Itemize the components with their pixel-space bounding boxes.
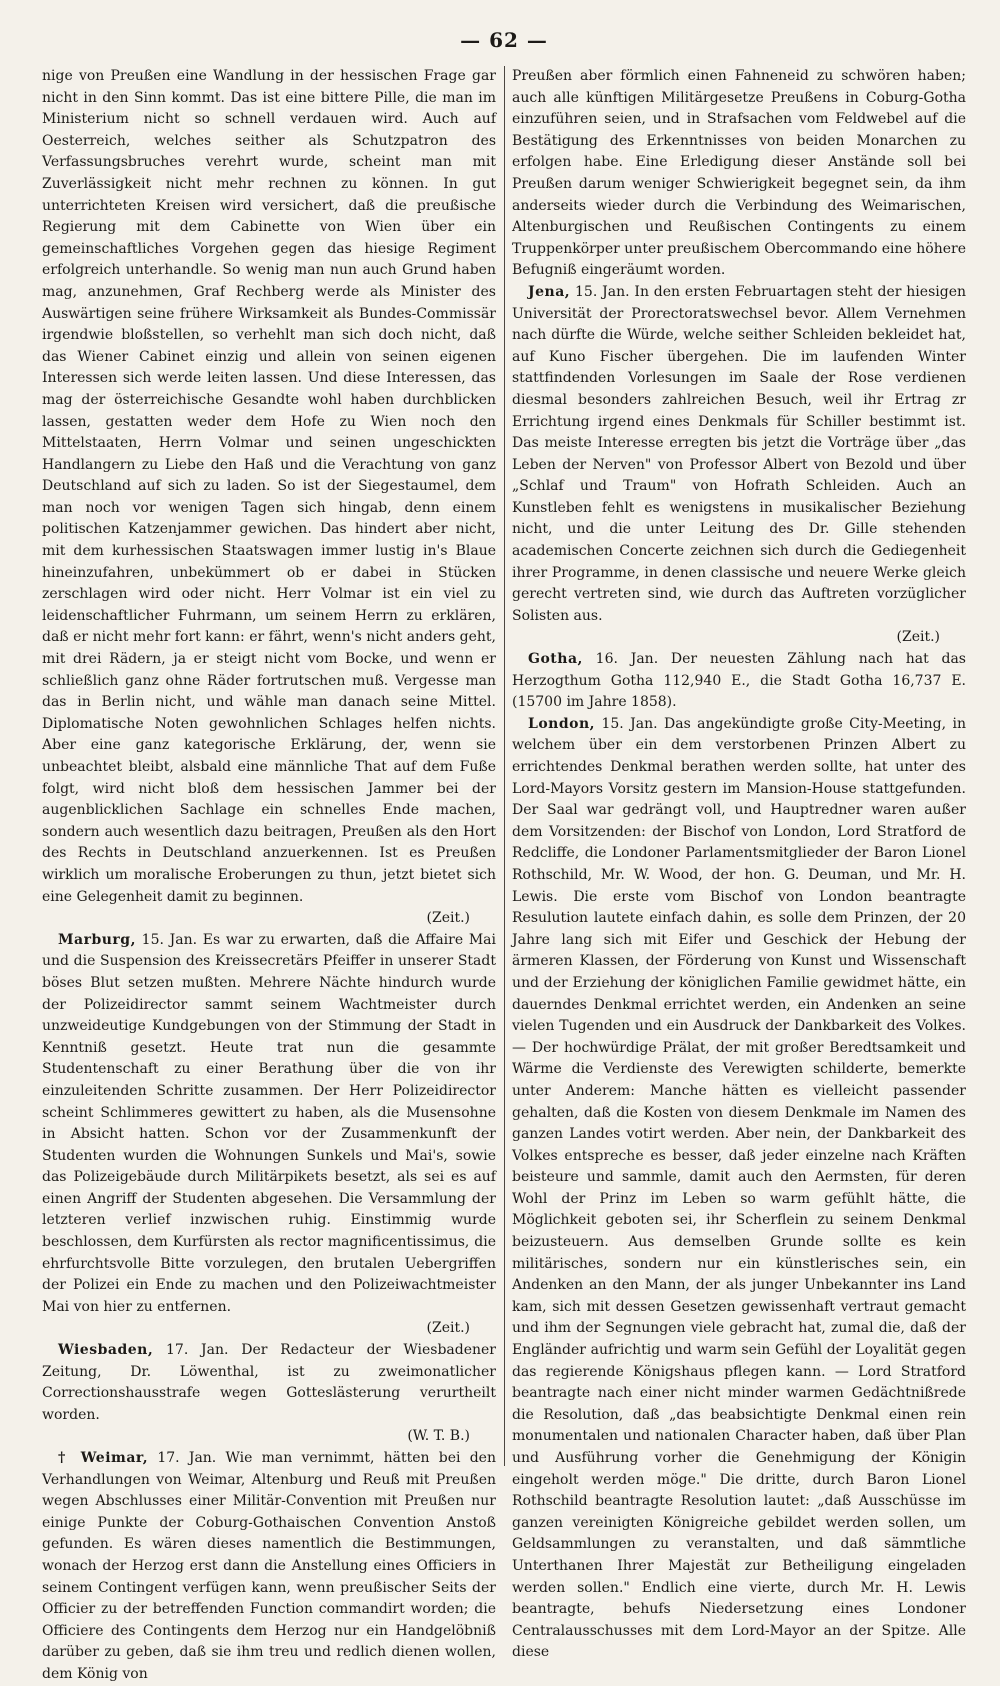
article-text: 17. Jan. Der Redacteur der Wiesbadener Zeitung, Dr. Löwenthal, ist zu zweimonatlicher Correctionshausstrafe wegen Gotteslästerung verurtheilt worden. <box>42 1342 496 1423</box>
article-wiesbaden <box>42 1340 496 1426</box>
right-column <box>512 66 966 1686</box>
article-continuation: nige von Preußen eine Wandlung in der hessischen Frage gar nicht in den Sinn kommt. Das ist eine bittere Pille, die man im Ministerium nicht so schnell verdauen wird. Auch auf Oesterreich, welches seither als Schutzpatron des Verfassungsbruches verehrt wurde, scheint man mit Zuverlässigkeit nicht mehr rechnen zu können. In gut unterrichteten Kreisen wird versichert, daß die preußische Regierung mit dem Cabinette von Wien über ein gemeinschaftliches Vorgehen gegen das hiesige Regiment erfolgreich unterhandle. So wenig man nun auch Grund haben mag, anzunehmen, Graf Rechberg werde als Minister des Auswärtigen seine frühere Wirksamkeit als Bundes-Commissär irgendwie bloßstellen, so verhehlt man sich doch nicht, daß das Wiener Cabinet einzig und allein von seinen eigenen Interessen sich werde leiten lassen. Und diese Interessen, das mag der österreichische Gesandte wohl haben durchblicken lassen, gestatten weder dem Hofe zu Wien noch den Mittelstaaten, Herrn Volmar und seinen ungeschickten Handlangern zu Liebe den Haß und die Verachtung von ganz Deutschland auf sich zu laden. So ist der Siegestaumel, dem man noch vor wenigen Tagen sich hingab, denn einem politischen Katzenjammer gewichen. Das hindert aber nicht, mit dem kurhessischen Staatswagen immer lustig in's Blaue hineinzufahren, unbekümmert ob er dabei in Stücken zerschlagen wird oder nicht. Herr Volmar ist ein viel zu leidenschaftlicher Fuhrmann, um seinem Herrn zu erklären, daß er nicht mehr fort kann: er fährt, wenn's nicht anders geht, mit drei Rädern, ja er steigt nicht vom Bocke, und wenn er schließlich ganz ohne Räder fortrutschen muß. Vergesse man das in Berlin nicht, und wähle man danach seine Mittel. Diplomatische Noten gewohnlichen Schlages helfen nichts. Aber eine ganz kategorische Erklärung, der, wenn sie unbeachtet bleibt, alsbald eine männliche That auf dem Fuße folgt, wird nicht bloß dem hessischen Jammer bei der augenblicklichen Sachlage ein schnelles Ende machen, sondern auch wesentlich dazu beitragen, Preußen als den Hort des Rechts in Deutschland anzuerkennen. Ist es Preußen wirklich um moralische Eroberungen zu thun, jetzt bietet sich eine Gelegenheit damit zu beginnen. <box>42 68 496 905</box>
dateline-place: Wiesbaden, <box>58 1342 154 1359</box>
columns <box>42 66 966 1686</box>
dateline-place: Gotha, <box>528 651 583 668</box>
source-note: (Zeit.) <box>896 629 940 646</box>
page-number: — 62 — <box>460 28 548 52</box>
article-text: 15. Jan. Das angekündigte große City-Meeting, in welchem über ein dem verstorbenen Prinzen Albert zu errichtendes Denkmal berathen werden sollte, hat unter des Lord-Mayors Vorsitz gestern im Mansion-House stattgefunden. Der Saal war gedrängt voll, und Hauptredner waren außer dem Vorsitzenden: der Bischof von London, Lord Stratford de Redcliffe, die Londoner Parlamentsmitglieder der Baron Lionel Rothschild, Mr. W. Wood, der hon. G. Deuman, und Mr. H. Lewis. Die erste vom Bischof von London beantragte Resulution lautete einfach dahin, es solle dem Prinzen, der 20 Jahre lang sich mit Eifer und Geschick der Hebung der ärmeren Klassen, der Förderung von Kunst und Wissenschaft und der Erziehung der königlichen Familie gewidmet hätte, ein dauerndes Denkmal errichtet werden, ein Andenken an seine vielen Tugenden und ein Ausdruck der Dankbarkeit des Volkes. — Der hochwürdige Prälat, der mit großer Beredtsamkeit und Wärme die Verdienste des Verewigten schilderte, bemerkte unter Anderem: Manche hätten es vielleicht passender gehalten, daß die Kosten von diesem Denkmale im Namen des ganzen Landes votirt werden. Aber nein, der Dankbarkeit des Volkes entspreche es besser, daß jeder einzelne nach Kräften beisteure und sammle, damit auch den Aermsten, für deren Wohl der Prinz im Leben so warm gefühlt hätte, die Möglichkeit geboten sei, ihr Scherflein zu seinem Denkmal beizusteuern. Aus demselben Grunde sollte es kein militärisches, sondern nur ein künstlerisches sein, ein Andenken an den Mann, der als junger Unbekannter ins Land kam, sich mit dessen Gesetzen gewissenhaft vertraut gemacht und ihm der Segnungen viele gebracht hat, zumal die, daß der Engländer aufrichtig und warm sein Gefühl der Loyalität gegen das regierende Königshaus pflegen kann. — Lord Stratford beantragte nach einer nicht minder warmen Gedächtnißrede die Resolution, daß „das beabsichtigte Denkmal einen rein monumentalen und nationalen Character haben, daß über Plan und Ausführung vorher die Genehmigung der Königin eingeholt werden möge." Die dritte, durch Baron Lionel Rothschild beantragte Resolution lautet: „daß Ausschüsse im ganzen vereinigten Königreiche gebildet werden sollen, um Geldsammlungen zu veranstalten, und daß sämmtliche Unterthanen Ihrer Majestät zur Betheiligung eingeladen werden sollen." Endlich eine vierte, durch Mr. H. Lewis beantragte, behufs Niedersetzung eines Londoner Centralausschusses mit dem Lord-Mayor an der Spitze. Alle diese <box>512 715 966 1661</box>
article-continuation: Preußen aber förmlich einen Fahneneid zu schwören haben; auch alle künftigen Militärgesetze Preußens in Coburg-Gotha einzuführen seien, und in Strafsachen vom Feldwebel auf die Bestätigung des Erkenntnisses von beiden Monarchen zu erfolgen habe. Eine Erledigung dieser Anstände soll bei Preußen darum weniger Schwierigkeit begegnet sein, da ihm anderseits wieder durch die Verbindung des Weimarischen, Altenburgischen und Reußischen Contingents zu einem Truppenkörper unter preußischem Obercommando eine höhere Befugniß eingeräumt worden. <box>512 68 966 279</box>
dateline-place: Marburg, <box>58 931 136 948</box>
source-note: (W. T. B.) <box>407 1428 470 1445</box>
article-text: 15. Jan. In den ersten Februartagen steht der hiesigen Universität der Prorectoratswechsel bevor. Allem Vernehmen nach dürfte die Würde, welche seither Schleiden bekleidet hat, auf Kuno Fischer übergehen. Die im laufenden Winter stattfindenden Vorlesungen im Saale der Rose verdienen diesmal besonders zahlreichen Besuch, weil ihr Ertrag zr Errichtung irgend eines Denkmals für Schiller bestimmt ist. Das meiste Interesse erregten bis jetzt die Vorträge über „das Leben der Nerven" von Professor Albert von Bezold und über „Schlaf und Traum" von Hofrath Schleiden. Auch an Kunstleben fehlt es wenigstens in musikalischer Beziehung nicht, und die unter Leitung des Dr. Gille stehenden academischen Concerte zeichnen sich durch die Gediegenheit ihrer Programme, in denen classische und neuere Werke gleich gerecht vertreten sind, wie durch das Auftreten vorzüglicher Solisten aus. <box>512 283 966 624</box>
article-london <box>512 714 966 1664</box>
article-weimar <box>42 1448 496 1686</box>
article-jena <box>512 282 966 628</box>
dateline-place: Jena, <box>528 283 571 300</box>
article-text: 15. Jan. Es war zu erwarten, daß die Affaire Mai und die Suspension des Kreissecretärs Pfeiffer in unserer Stadt böses Blut setzen mußten. Mehrere Nächte hindurch wurde der Polizeidirector sammt seinem Wachtmeister durch unzweideutige Kundgebungen von der Stimmung der Stadt in Kenntniß gesetzt. Heute trat nun die gesammte Studentenschaft zu einer Berathung über die von ihr einzuleitenden Schritte zusammen. Der Herr Polizeidirector scheint Schlimmeres gewittert zu haben, als die Musensohne in Absicht hatten. Schon vor der Zusammenkunft der Studenten wurden die Wohnungen Sunkels und Mai's, sowie das Polizeigebäude durch Militärpikets besetzt, als sei es auf einen Angriff der Studenten abgesehen. Die Versammlung der letzteren verlief inzwischen ruhig. Einstimmig wurde beschlossen, dem Kurfürsten als rector magnificentissimus, die ehrfurchtsvolle Bitte vorzulegen, den brutalen Uebergriffen der Polizei ein Ende zu machen und den Polizeiwachtmeister Mai von hier zu entfernen. <box>42 931 496 1315</box>
left-column <box>42 66 496 1686</box>
article-text: 17. Jan. Wie man vernimmt, hätten bei den Verhandlungen von Weimar, Altenburg und Reuß mit Preußen wegen Abschlusses einer Militär-Convention mit Preußen nur einige Punkte der Coburg-Gothaischen Convention Anstoß gefunden. Es wären dieses namentlich die Bestimmungen, wonach der Herzog erst dann die Anstellung eines Officiers in seinem Contingent verfügen kann, wenn preußischer Seits der Officier zu der betreffenden Function commandirt worden; die Officiere des Contingents dem Herzog nur ein Handgelöbniß darüber zu geben, daß sie ihm treu und redlich dienen wollen, dem König von <box>42 1450 496 1682</box>
dateline-place: London, <box>528 715 596 732</box>
column-rule <box>504 66 505 1466</box>
article-text: 16. Jan. Der neuesten Zählung nach hat das Herzogthum Gotha 112,940 E., die Stadt Gotha 16,737 E. (15700 im Jahre 1858). <box>512 651 966 711</box>
source-note: (Zeit.) <box>426 910 470 927</box>
article-marburg <box>42 930 496 1319</box>
dateline-place: † Weimar, <box>58 1450 149 1466</box>
source-note: (Zeit.) <box>426 1320 470 1337</box>
article-gotha <box>512 649 966 714</box>
